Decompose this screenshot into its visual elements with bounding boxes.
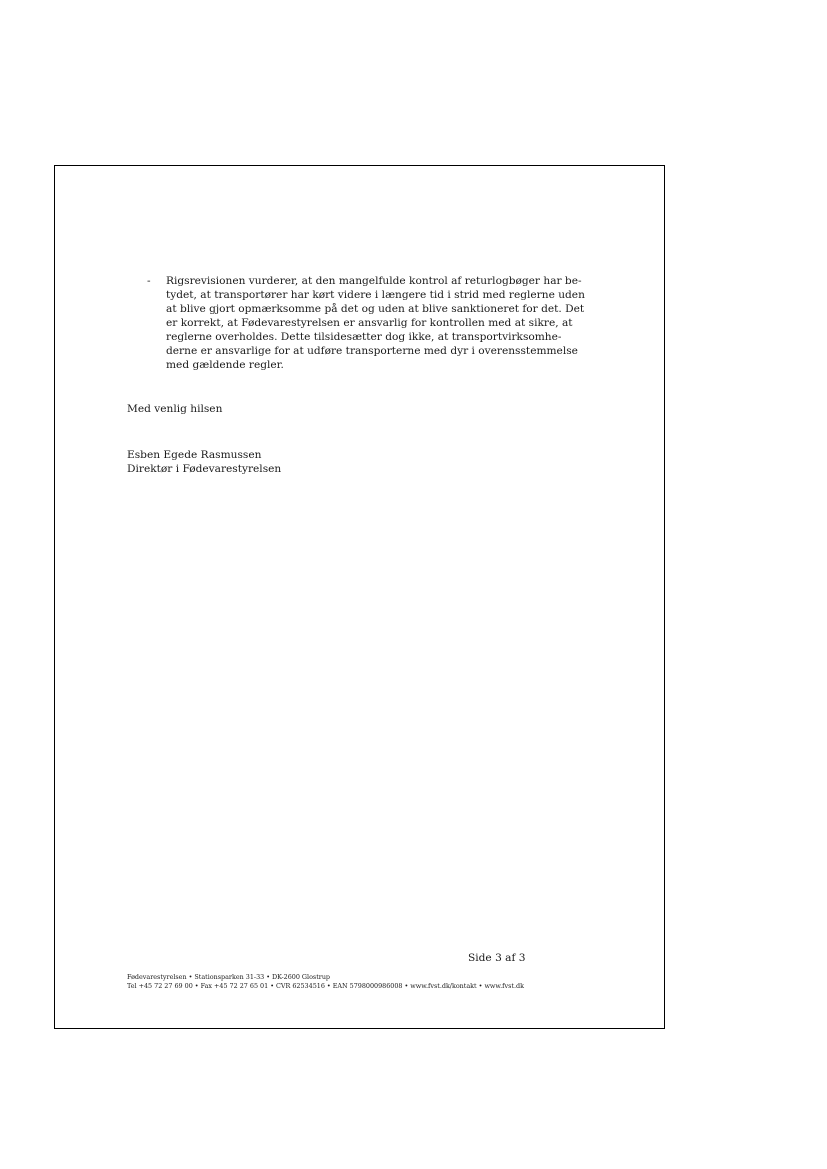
bullet-text-line: at blive gjort opmærksomme på det og uden at blive sanktioneret for det. Det bbox=[166, 303, 585, 315]
page-number: Side 3 af 3 bbox=[468, 952, 526, 964]
footer-contact: Tel +45 72 27 69 00 • Fax +45 72 27 65 01 • CVR 62534516 • EAN 5798000986008 • www.fvst.dk/kontakt • www.fvst.dk bbox=[127, 982, 524, 990]
footer-address: Fødevarestyrelsen • Stationsparken 31-33 • DK-2600 Glostrup bbox=[127, 973, 331, 981]
signatory-title: Direktør i Fødevarestyrelsen bbox=[127, 463, 282, 475]
footer bbox=[127, 973, 524, 991]
signatory-name: Esben Egede Rasmussen bbox=[127, 449, 262, 461]
bullet-text-line: er korrekt, at Fødevarestyrelsen er ansvarlig for kontrollen med at sikre, at bbox=[166, 317, 573, 329]
bullet-text-line: reglerne overholdes. Dette tilsidesætter dog ikke, at transportvirksomhe- bbox=[166, 331, 562, 343]
document-page bbox=[54, 165, 665, 1029]
bullet-marker: - bbox=[147, 275, 151, 287]
signature-block bbox=[127, 448, 281, 476]
bullet-text-line: Rigsrevisionen vurderer, at den mangelfulde kontrol af returlogbøger har be- bbox=[166, 275, 582, 287]
closing-salutation: Med venlig hilsen bbox=[127, 403, 223, 415]
bullet-text-line: derne er ansvarlige for at udføre transporterne med dyr i overensstemmelse bbox=[166, 345, 578, 357]
bullet-text-line: tydet, at transportører har kørt videre i længere tid i strid med reglerne uden bbox=[166, 289, 585, 301]
bullet-text-line: med gældende regler. bbox=[166, 359, 284, 371]
